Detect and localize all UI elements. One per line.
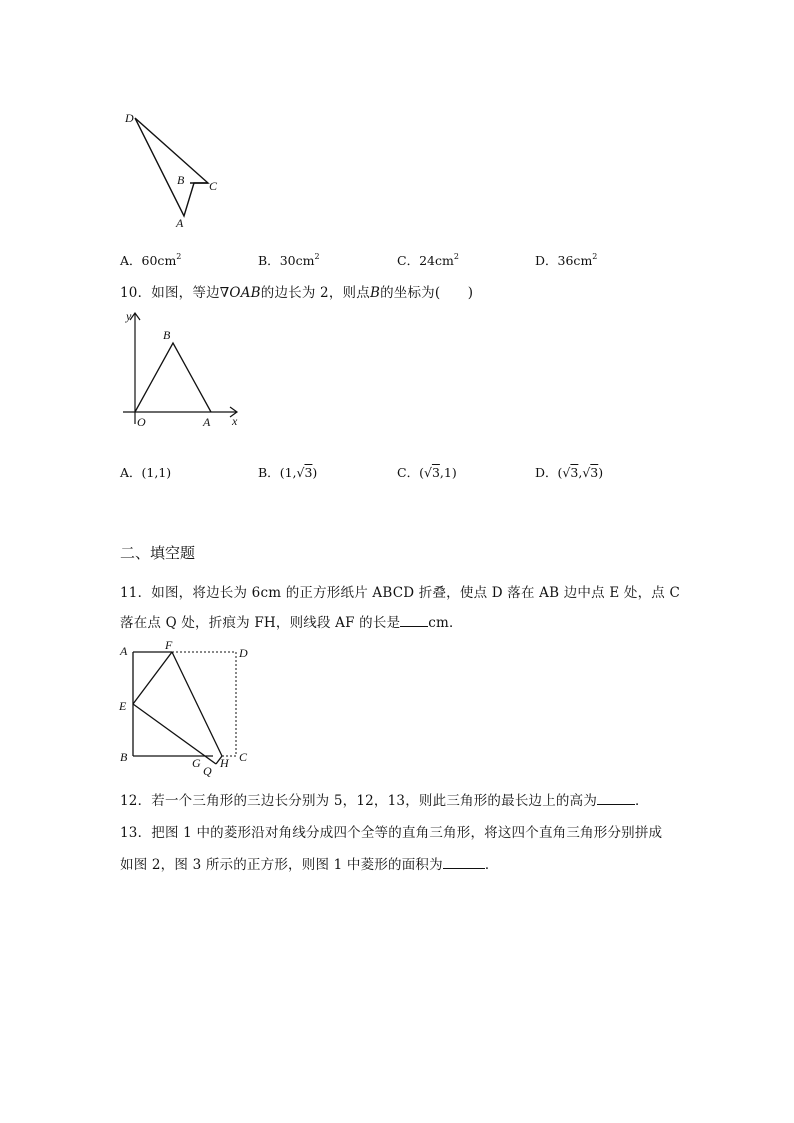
- q13-answer-blank: [443, 856, 485, 869]
- q11-crease-fh: [172, 652, 222, 756]
- q13-line1: 13．把图 1 中的菱形沿对角线分成四个全等的直角三角形，将这四个直角三角形分别拼成: [120, 825, 663, 841]
- q10-triangle: [135, 343, 211, 412]
- q10-label-o: O: [137, 415, 146, 429]
- q11-label-f: F: [165, 640, 173, 652]
- q11-fold-eq: [133, 704, 216, 764]
- q11-label-e: E: [119, 699, 127, 713]
- q9-option-c: C．$24cm^2$: [397, 252, 459, 268]
- q11-figure: [116, 640, 258, 780]
- q11-line2: 落在点 Q 处，折痕为 FH，则线段 AF 的长是 cm．: [120, 615, 463, 631]
- q10-option-b: B．(1,√3): [258, 465, 318, 480]
- q10-option-c: C．(√3,1): [397, 465, 457, 480]
- q9-label-a: A: [176, 216, 184, 230]
- q9-label-b: B: [177, 173, 185, 187]
- q10-figure: [118, 306, 248, 432]
- q12-stem: 12．若一个三角形的三边长分别为 5，12，13，则此三角形的最长边上的高为 ．: [120, 793, 649, 809]
- q11-label-q: Q: [203, 764, 212, 778]
- q13-line2: 如图 2，图 3 所示的正方形，则图 1 中菱形的面积为 ．: [120, 857, 499, 873]
- q10-stem: 10．如图，等边∇OAB的边长为 2，则点B的坐标为( ): [120, 285, 474, 301]
- q11-answer-blank: [400, 614, 428, 627]
- q11-label-d: D: [239, 646, 248, 660]
- q10-label-y: y: [126, 309, 132, 323]
- q11-label-h: H: [220, 756, 229, 770]
- q9-option-d: D．$36cm^2$: [535, 252, 598, 268]
- q11-label-c: C: [239, 750, 248, 764]
- q11-label-a: A: [120, 644, 128, 658]
- q9-figure-outline: [135, 118, 208, 216]
- q9-figure: [118, 108, 228, 230]
- q11-label-g: G: [192, 756, 201, 770]
- q10-label-a: A: [203, 415, 211, 429]
- section-title: 二、填空题: [120, 544, 196, 562]
- q10-option-a: A．(1,1): [120, 465, 172, 480]
- q9-option-a: A．$60cm^2$: [120, 252, 182, 268]
- q9-label-d: D: [125, 111, 134, 125]
- q10-label-b: B: [163, 328, 171, 342]
- q12-answer-blank: [597, 792, 635, 805]
- q9-option-b: B．$30cm^2$: [258, 252, 320, 268]
- q10-option-d: D．(√3,√3): [535, 465, 604, 480]
- q11-fold-ef: [133, 652, 172, 704]
- q11-label-b: B: [120, 750, 128, 764]
- q10-label-x: x: [232, 414, 238, 428]
- q9-label-c: C: [209, 179, 218, 193]
- q11-line1: 11．如图，将边长为 6cm 的正方形纸片 ABCD 折叠，使点 D 落在 AB 边中点 E 处，点 C: [120, 585, 680, 601]
